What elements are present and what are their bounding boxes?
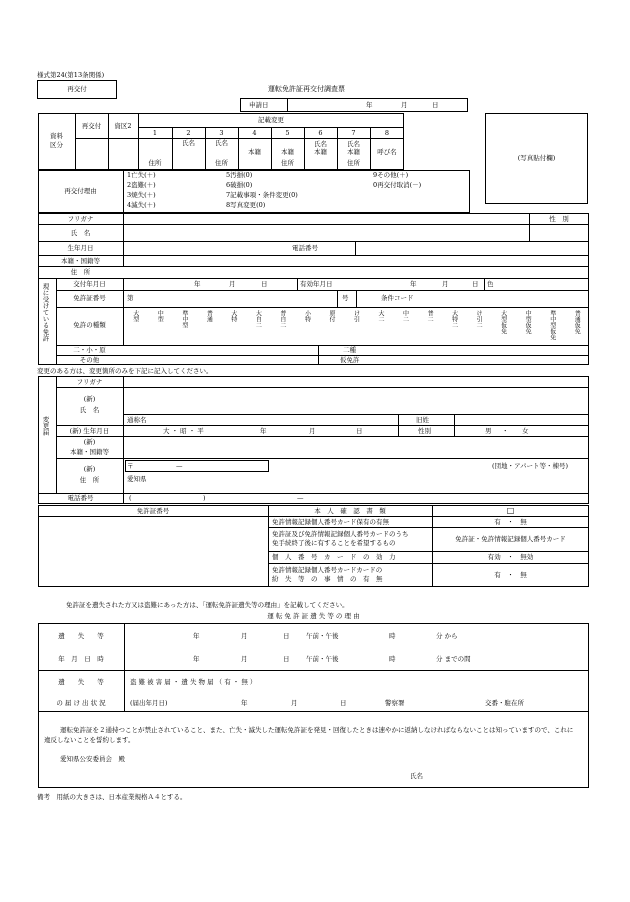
alias-label: 通称名 — [127, 416, 147, 424]
license-number-label: 免許証番号 — [73, 294, 106, 302]
issue-year: 年 — [194, 280, 201, 288]
postal-box — [125, 460, 269, 472]
loss-to-min: 分 までの間 — [436, 655, 471, 663]
prefecture: 愛知県 — [127, 475, 147, 483]
change-address-label: 住 所 — [79, 476, 100, 484]
male-label: 男 — [485, 427, 492, 435]
col-4-label: 本籍 — [248, 148, 261, 156]
license-type-0: 大型 — [131, 310, 139, 322]
change-name-label: 氏 名 — [79, 406, 100, 414]
reason-2: 2盗難(＋) — [127, 181, 156, 189]
col-7-sub: 住所 — [347, 159, 360, 167]
license-types-row — [123, 307, 589, 345]
photo-label: (写真貼付欄) — [517, 154, 556, 162]
nb-year: 年 — [260, 427, 267, 435]
other-label: その他 — [79, 356, 100, 364]
app-day: 日 — [432, 101, 439, 109]
license-type-11: 中二 — [401, 310, 409, 322]
issue-month: 月 — [229, 280, 236, 288]
license-type-16: 中型仮免 — [524, 310, 532, 334]
color-label: 色 — [487, 280, 494, 288]
change-phone-label: 電話番号 — [67, 494, 94, 502]
reason-9: 9その他(＋) — [373, 171, 409, 179]
expiry-day: 日 — [472, 280, 479, 288]
koban-label: 交番・駐在所 — [485, 699, 524, 707]
col-8: 8 — [384, 129, 390, 137]
reason-6: 6破損(0) — [226, 181, 253, 189]
report-date-label: (届出年月日) — [130, 699, 168, 707]
reissue-label: 再交付 — [67, 85, 87, 93]
license-side-label: 現に受けている免許 — [41, 283, 50, 342]
form-number: 様式第24(第13条関係) — [37, 71, 105, 79]
confirm-row-3-label: 個 人 番 号 カ ー ド の 効 力 — [272, 553, 396, 561]
loss-title: 運 転 免 許 証 遺 失 等 の 理 由 — [267, 612, 360, 620]
old-surname-label: 旧姓 — [416, 416, 429, 424]
license-type-5: 大自二 — [254, 310, 262, 328]
expiry-year: 年 — [410, 280, 417, 288]
reason-5: 5汚損(0) — [226, 171, 253, 179]
provisional-label: 仮免許 — [340, 356, 360, 364]
small-types-label: 二・小・原 — [73, 346, 106, 354]
loss-from-min: 分 から — [436, 632, 458, 640]
report-year: 年 — [241, 699, 248, 707]
col-3: 3 — [219, 129, 224, 137]
license-types-label: 免許の種類 — [73, 321, 106, 329]
license-type-18: 普通仮免 — [573, 310, 581, 334]
pledge-text: 運転免許証を２通持つことが禁止されていること、また、亡失・滅失した運転免許証を発見・回復したときは速やかに返納しなければならないことは知っていますので、これに違反しないことを誓約します。 — [44, 726, 574, 745]
loss-from-month: 月 — [241, 632, 248, 640]
report-items: 盗 難 被 害 届 ・ 遺 失 物 届 （ 有 ・ 無 ） — [130, 678, 257, 686]
confirm-row-2-label: 免許証及び免許情報記録個人番号カードのうち 免手続終了後に有することを希望するもの — [272, 530, 409, 548]
license-type-8: 原付 — [327, 310, 335, 322]
reason-0: 0再交付取消(－) — [373, 181, 422, 189]
col-6-label: 氏名 本籍 — [314, 140, 327, 157]
license-type-3: 普通 — [205, 310, 213, 322]
confirm-license-no: 免許証番号 — [136, 507, 170, 515]
license-type-17: 準中型仮免 — [548, 310, 556, 340]
loss-date-label-2: 年 月 日 時 — [58, 655, 104, 663]
issue-date-label: 交付年月日 — [73, 280, 106, 288]
address-label: 住 所 — [70, 268, 91, 276]
change-domicile-new: (新) — [83, 438, 96, 446]
col-1: 1 — [152, 129, 158, 137]
loss-to-month: 月 — [241, 655, 248, 663]
nb-day: 日 — [356, 427, 363, 435]
loss-to-day: 日 — [283, 655, 290, 663]
confirm-doc-header: 本 人 確 認 書 類 — [314, 507, 386, 515]
reissue2-cell: 資区2 — [114, 122, 132, 130]
confirm-row-1-label: 免許情報記録個人番号カード保有の有無 — [272, 518, 389, 526]
phone-dash: — — [297, 494, 304, 502]
license-type-15: 大型仮免 — [499, 310, 507, 334]
col-3-label: 氏名 — [215, 139, 228, 147]
reasons-label: 再交付理由 — [64, 187, 97, 195]
application-date-label: 申請日 — [249, 101, 269, 109]
col-5: 5 — [285, 129, 290, 137]
dai-label: 第 — [127, 294, 134, 302]
building-note: (団地・アパート等・棟号) — [492, 462, 569, 470]
license-type-7: 小特 — [303, 310, 311, 322]
eras: 大 ・ 昭 ・ 平 — [163, 427, 204, 435]
domicile-label: 本籍・国籍等 — [61, 257, 100, 265]
confirm-row-4-label: 免許情報記録個人番号カードカードの 紛 失 等 の 事 情 の 有 無 — [272, 566, 383, 584]
postal-dash: — — [176, 462, 183, 470]
loss-from-year: 年 — [193, 632, 200, 640]
reason-1: 1亡失(＋) — [127, 171, 156, 179]
form-title: 運転免許証再交付調査票 — [268, 85, 345, 93]
col-8-label: 呼び名 — [377, 148, 397, 156]
license-type-1: 中型 — [156, 310, 164, 322]
license-type-13: 大特二 — [450, 310, 458, 328]
phone-paren-right: ) — [203, 494, 206, 502]
col-2-label: 氏名 — [182, 139, 195, 147]
change-record-label: 記載変更 — [258, 116, 284, 124]
license-type-6: 普自二 — [278, 310, 286, 328]
loss-date-label-1: 遺 失 等 — [58, 632, 104, 640]
confirm-row-4-value: 有 ・ 無 — [494, 571, 527, 579]
report-label-2: の 届 け 出 状 況 — [56, 699, 106, 707]
license-type-2: 準中型 — [180, 310, 188, 328]
changes-note: 変更のある方は、変更箇所のみを下記に記入してください。 — [37, 367, 213, 375]
signature-label: 氏名 — [410, 772, 423, 780]
gender-label: 性 別 — [549, 215, 569, 223]
phone-paren-left: ( — [129, 494, 132, 502]
footer-note: 備考 用紙の大きさは、日本産業規格Ａ４とする。 — [37, 793, 187, 801]
phone-label: 電話番号 — [292, 244, 318, 252]
confirm-row-2-value: 免許証・免許情報記録個人番号カード — [455, 535, 566, 543]
loss-from-hour: 時 — [389, 632, 396, 640]
col-5-label: 本籍 — [281, 148, 294, 156]
new-birth-label: (新) 生年月日 — [69, 427, 110, 435]
col-3-sub: 住所 — [215, 159, 228, 167]
loss-instruction: 免許証を遺失された方又は盗難にあった方は、「運転免許証遺失等の理由」を記載してください。 — [66, 601, 349, 609]
license-type-4: 大特 — [229, 310, 237, 322]
report-month: 月 — [291, 699, 298, 707]
confirm-row-1-value: 有 ・ 無 — [494, 518, 527, 526]
license-type-14: け引二 — [475, 310, 483, 328]
loss-to-year: 年 — [193, 655, 200, 663]
reason-8: 8写真変更(0) — [226, 201, 266, 209]
report-label-1: 遺 失 等 — [58, 678, 104, 686]
app-month: 月 — [401, 101, 408, 109]
confirm-row-3-value: 有効 ・ 無効 — [487, 553, 534, 561]
expiry-label: 有効年月日 — [300, 280, 333, 288]
expiry-month: 月 — [442, 280, 449, 288]
police-label: 警察署 — [385, 699, 405, 707]
license-type-9: け引 — [352, 310, 360, 322]
female-label: 女 — [522, 427, 529, 435]
change-address-new: (新) — [83, 465, 96, 473]
change-name-new: (新) — [83, 395, 96, 403]
loss-to-hour: 時 — [389, 655, 396, 663]
col-5-sub: 住所 — [281, 159, 294, 167]
go-label: 号 — [342, 294, 349, 302]
reason-7: 7記載事項・条件変更(0) — [226, 191, 298, 199]
col-6: 6 — [318, 129, 323, 137]
addressee: 愛知県公安委員会 殿 — [60, 755, 125, 763]
col-4: 4 — [252, 129, 257, 137]
condition-code-label: 条件コード — [381, 294, 414, 302]
furigana-label: フリガナ — [67, 215, 94, 223]
loss-to-ampm: 午前・午後 — [306, 655, 339, 663]
nb-month: 月 — [309, 427, 316, 435]
col-7: 7 — [351, 129, 356, 137]
license-type-10: 大二 — [377, 310, 385, 322]
reason-4: 4滅失(＋) — [127, 201, 156, 209]
sex-label: 性別 — [418, 427, 431, 435]
name-label: 氏 名 — [70, 229, 91, 237]
app-year: 年 — [366, 101, 373, 109]
report-day: 日 — [340, 699, 347, 707]
license-type-12: 普二 — [426, 310, 434, 322]
birthdate-label: 生年月日 — [67, 244, 94, 252]
col-2: 2 — [186, 129, 191, 137]
postal-mark: 〒 — [127, 462, 134, 470]
category-label: 資料 区分 — [50, 132, 63, 150]
change-furigana-label: フリガナ — [76, 378, 103, 386]
second-type-label: 二種 — [343, 346, 356, 354]
change-domicile-label: 本籍・国籍等 — [70, 448, 109, 456]
confirm-doc-checkbox[interactable]: □ — [506, 506, 515, 515]
loss-from-day: 日 — [283, 632, 290, 640]
reissue-cell: 再交付 — [81, 122, 102, 130]
issue-day: 日 — [261, 280, 268, 288]
reason-3: 3焼失(＋) — [127, 191, 156, 199]
col-7-label: 氏名 本籍 — [347, 140, 360, 157]
changes-side-label: 変更届 — [41, 416, 50, 436]
col-1-sub: 住所 — [148, 159, 162, 167]
loss-from-ampm: 午前・午後 — [306, 632, 339, 640]
